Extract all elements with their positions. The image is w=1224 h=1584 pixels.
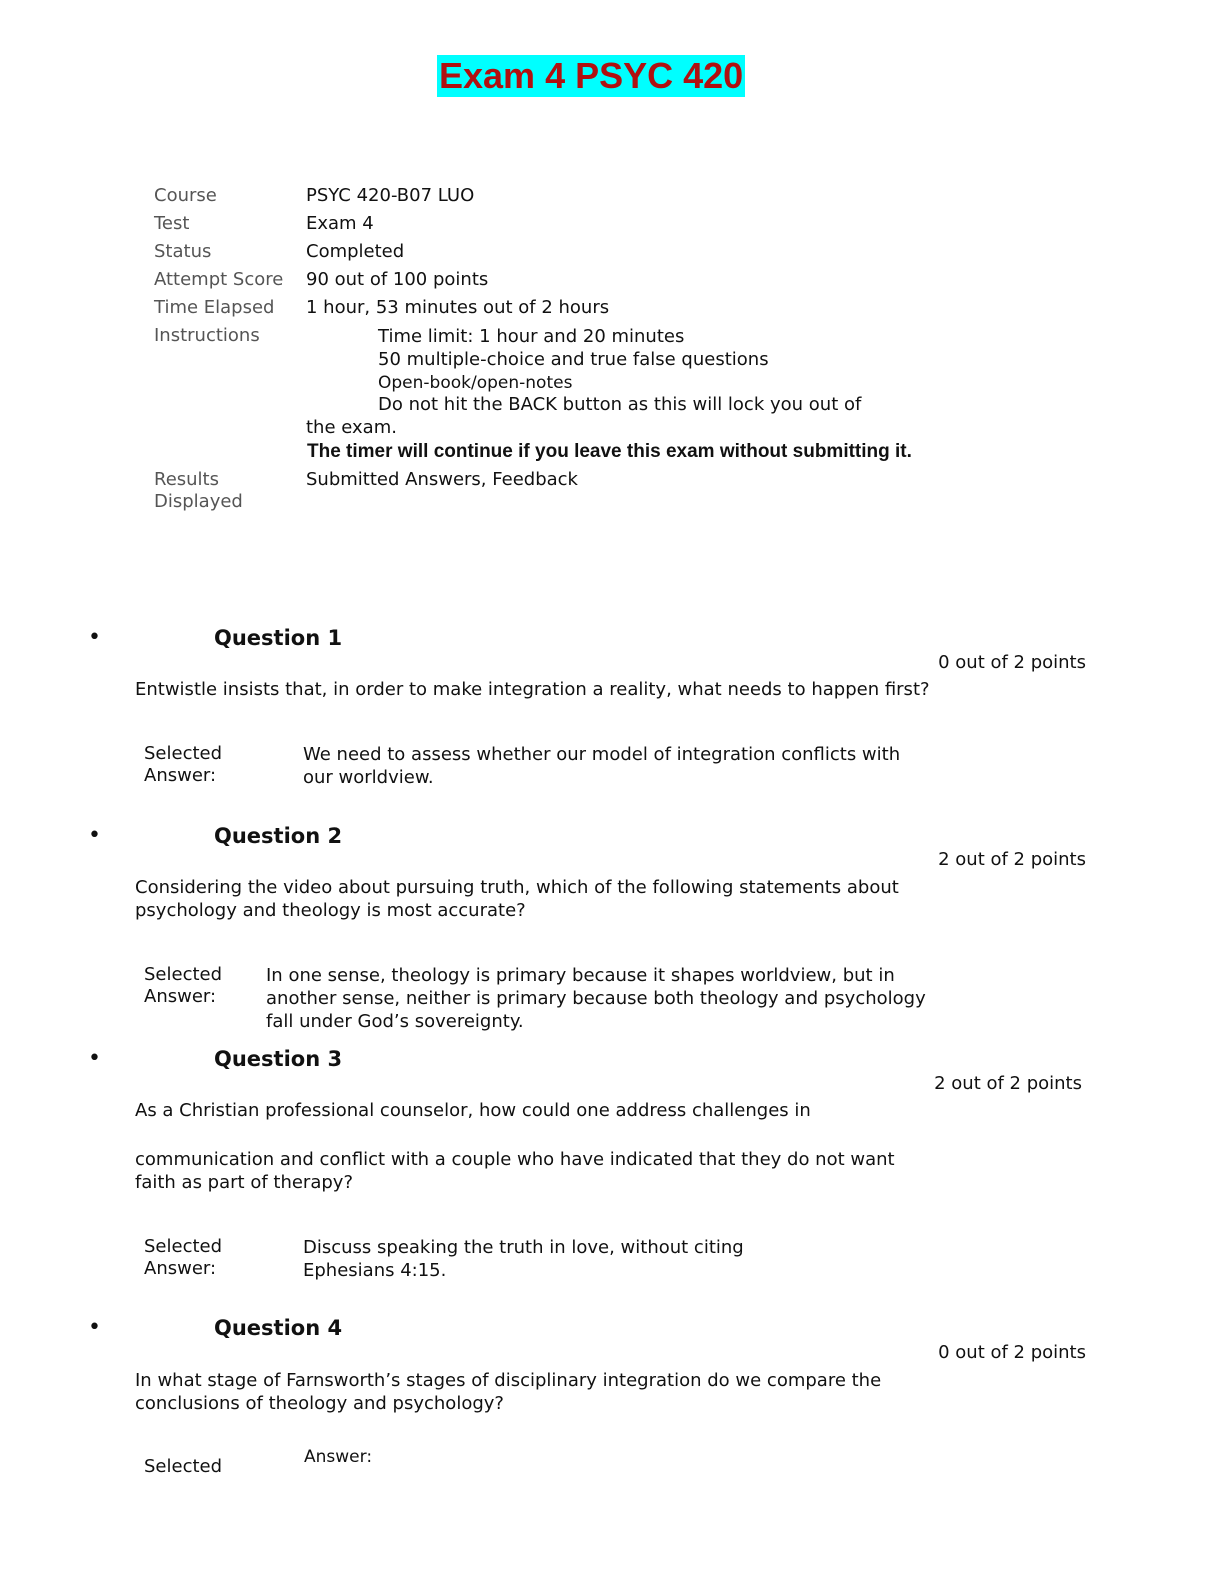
time-elapsed-value: 1 hour, 53 minutes out of 2 hours	[306, 297, 610, 318]
question-text-line: communication and conflict with a couple who have indicated that they do not want	[135, 1149, 895, 1170]
selected-label: Selected	[144, 1456, 223, 1477]
instructions-label: Instructions	[154, 325, 260, 346]
results-label: Results	[154, 469, 219, 490]
instruction-line: Time limit: 1 hour and 20 minutes	[378, 326, 685, 347]
selected-answer-line: We need to assess whether our model of integration conflicts with	[303, 744, 901, 765]
question-title: Question 3	[214, 1047, 343, 1071]
selected-answer-line: another sense, neither is primary because both theology and psychology	[266, 988, 926, 1009]
question-title: Question 1	[214, 626, 343, 650]
bullet: •	[88, 1315, 101, 1340]
selected-answer-line: Ephesians 4:15.	[303, 1260, 447, 1281]
instruction-line: Do not hit the BACK button as this will lock you out of	[378, 394, 862, 415]
bullet: •	[88, 823, 101, 848]
results-label: Displayed	[154, 491, 243, 512]
question-text-line: psychology and theology is most accurate?	[135, 900, 526, 921]
bullet: •	[88, 625, 101, 650]
bullet: •	[88, 1046, 101, 1071]
question-title: Question 2	[214, 824, 343, 848]
selected-answer-line: our worldview.	[303, 767, 434, 788]
instruction-line: 50 multiple-choice and true false questions	[378, 349, 769, 370]
answer-label: Answer:	[144, 986, 217, 1007]
answer-label: Answer:	[144, 1258, 217, 1279]
selected-label: Selected	[144, 1236, 223, 1257]
time-elapsed-label: Time Elapsed	[154, 297, 275, 318]
question-points: 2 out of 2 points	[934, 1073, 1082, 1094]
question-points: 2 out of 2 points	[938, 849, 1086, 870]
question-text: Entwistle insists that, in order to make integration a reality, what needs to happen first?	[135, 679, 930, 700]
question-title: Question 4	[214, 1316, 343, 1340]
question-text-line: faith as part of therapy?	[135, 1172, 353, 1193]
selected-answer-line: fall under God’s sovereignty.	[266, 1011, 524, 1032]
question-text-line: conclusions of theology and psychology?	[135, 1393, 504, 1414]
course-value: PSYC 420-B07 LUO	[306, 185, 475, 206]
selected-label: Selected	[144, 964, 223, 985]
instruction-warning: The timer will continue if you leave this exam without submitting it.	[307, 441, 912, 462]
course-label: Course	[154, 185, 217, 206]
selected-answer-line: Discuss speaking the truth in love, without citing	[303, 1237, 744, 1258]
question-text-line: In what stage of Farnsworth’s stages of disciplinary integration do we compare the	[135, 1370, 882, 1391]
question-text-line: As a Christian professional counselor, how could one address challenges in	[135, 1100, 811, 1121]
question-points: 0 out of 2 points	[938, 1342, 1086, 1363]
attempt-score-label: Attempt Score	[154, 269, 284, 290]
selected-label: Selected	[144, 743, 223, 764]
question-text-line: Considering the video about pursuing truth, which of the following statements about	[135, 877, 899, 898]
selected-answer-line: In one sense, theology is primary because it shapes worldview, but in	[266, 965, 895, 986]
answer-label: Answer:	[144, 765, 217, 786]
page-title: Exam 4 PSYC 420	[439, 55, 744, 96]
answer-label: Answer:	[304, 1447, 373, 1467]
results-value: Submitted Answers, Feedback	[306, 469, 578, 490]
question-points: 0 out of 2 points	[938, 652, 1086, 673]
instruction-line: Open-book/open-notes	[378, 373, 573, 393]
status-label: Status	[154, 241, 212, 262]
instruction-line: the exam.	[306, 417, 397, 438]
attempt-score-value: 90 out of 100 points	[306, 269, 489, 290]
test-value: Exam 4	[306, 213, 374, 234]
status-value: Completed	[306, 241, 405, 262]
test-label: Test	[154, 213, 190, 234]
